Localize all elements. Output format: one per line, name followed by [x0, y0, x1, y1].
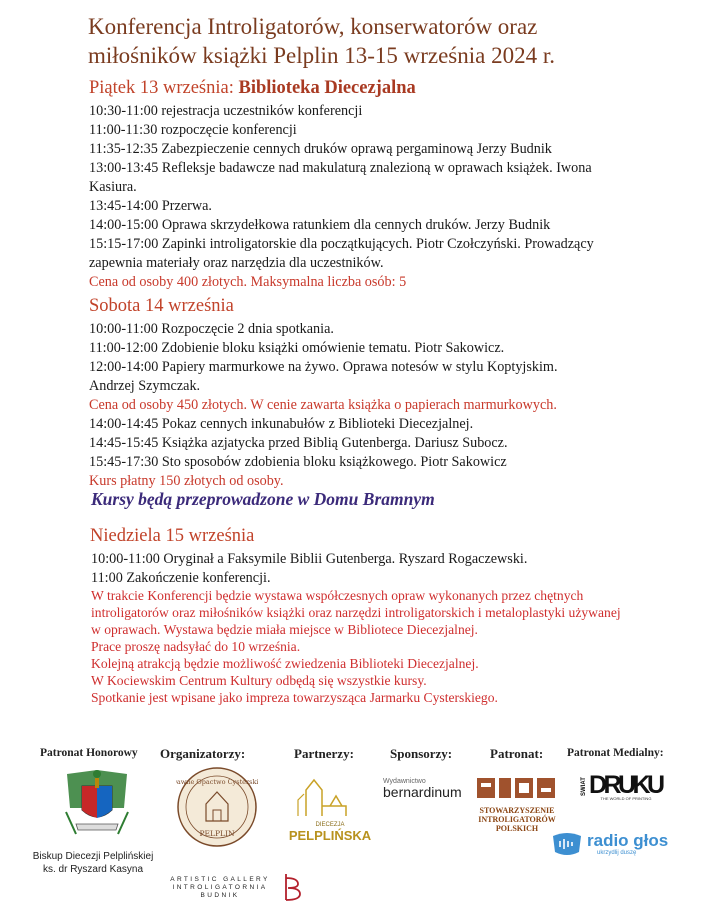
label-media-patronage: Patronat Medialny: — [567, 747, 664, 759]
label-organizers: Organizatorzy: — [160, 746, 246, 761]
saturday-course-price: Kurs płatny 150 złotych od osoby. — [89, 473, 284, 489]
diocese-logo — [286, 776, 374, 850]
bishop-title: Biskup Diecezji Pelplińskiej — [32, 851, 154, 862]
gallery-line-1: ARTISTIC GALLERY — [170, 876, 270, 883]
seal-bottom-text: PELPLIN — [199, 829, 235, 838]
schedule-item: Andrzej Szymczak. — [89, 378, 201, 394]
sunday-schedule — [91, 550, 527, 588]
schedule-item: 10:30-11:00 rejestracja uczestników konferencji — [89, 103, 363, 119]
note-line: w oprawach. Wystawa będzie miała miejsce w Bibliotece Diecezjalnej. — [91, 622, 478, 637]
saturday-price: Cena od osoby 450 złotych. W cenie zawarta książka o papierach marmurkowych. — [89, 397, 557, 413]
abbey-seal-logo — [176, 766, 258, 852]
schedule-item: 12:00-14:00 Papiery marmurkowe na żywo. Oprawa notesów w stylu Koptyjskim. — [89, 359, 558, 375]
saturday-heading: Sobota 14 września — [89, 296, 234, 316]
friday-heading-label: Piątek 13 września: — [89, 78, 239, 98]
courses-location: Kursy będą przeprowadzone w Domu Bramnym — [91, 489, 435, 509]
bishop-caption — [18, 850, 168, 876]
schedule-item: 11:00-12:00 Zdobienie bloku książki omówienie tematu. Piotr Sakowicz. — [89, 340, 505, 356]
sunday-heading: Niedziela 15 września — [90, 526, 255, 546]
bernardinum-small: Wydawnictwo — [383, 778, 426, 785]
diocese-name: PELPLIŃSKA — [288, 828, 372, 843]
note-line: W Kociewskim Centrum Kultury odbędą się wszystkie kursy. — [91, 673, 427, 688]
gallery-b-mark-icon — [282, 872, 302, 906]
gallery-text — [160, 876, 280, 900]
schedule-item: 11:35-12:35 Zabezpieczenie cennych druków oprawą pergaminową Jerzy Budnik — [89, 141, 552, 157]
swiat-druku-prefix: ŚWIAT — [581, 777, 587, 796]
swiat-druku-word: DRUKU — [589, 771, 665, 799]
friday-venue: Biblioteka Diecezjalna — [238, 78, 416, 98]
schedule-item: 14:00-15:00 Oprawa skrzydełkowa ratunkiem dla cennych druków. Jerzy Budnik — [89, 217, 551, 233]
radio-wave-icon — [551, 832, 583, 856]
note-line: Prace proszę nadsyłać do 10 września. — [91, 639, 301, 654]
schedule-item: 10:00-11:00 Rozpoczęcie 2 dnia spotkania. — [89, 321, 334, 337]
radio-glos-sub: ukrzydlij duszę — [597, 850, 637, 856]
gallery-line-3: BUDNIK — [200, 892, 240, 899]
schedule-item: 11:00-11:30 rozpoczęcie konferencji — [89, 122, 297, 138]
bernardinum-name: bernardinum — [383, 784, 462, 800]
friday-schedule — [89, 102, 594, 292]
label-partners: Partnerzy: — [294, 746, 354, 761]
sip-line-3: POLSKICH — [495, 824, 539, 833]
schedule-item: 15:15-17:00 Zapinki introligatorskie dla początkujących. Piotr Czołczyński. Prowadzący — [89, 236, 594, 252]
sip-line-2: INTROLIGATORÓW — [478, 815, 556, 824]
swiat-druku-sub: THE WORLD OF PRINTING — [600, 796, 652, 801]
schedule-item: 10:00-11:00 Oryginał a Faksymile Biblii Gutenberga. Ryszard Rogaczewski. — [91, 551, 528, 567]
sunday-notes — [91, 587, 621, 706]
schedule-item: 13:45-14:00 Przerwa. — [89, 198, 212, 214]
friday-price: Cena od osoby 400 złotych. Maksymalna liczba osób: 5 — [89, 274, 407, 290]
note-line: introligatorów oraz miłośników książki oraz narzędzi introligatorskich i metaloplastyki używanej — [91, 605, 621, 620]
title-line-1: Konferencja Introligatorów, konserwatorów oraz — [88, 14, 538, 39]
seal-text: Dawne Opactwo Cysterskie — [176, 778, 258, 786]
page-title — [88, 12, 688, 70]
schedule-item: zapewnia materiały oraz narzędzia dla uczestników. — [89, 255, 384, 271]
schedule-item: 14:45-15:45 Książka azjatycka przed Biblią Gutenberga. Dariusz Subocz. — [89, 435, 508, 451]
diocese-small-text: DIECEZJA — [315, 822, 345, 828]
label-honorary-patronage: Patronat Honorowy — [40, 747, 138, 759]
note-line: W trakcie Konferencji będzie wystawa współczesnych opraw wykonanych przez chętnych — [91, 588, 584, 603]
title-line-2: miłośników książki Pelplin 13-15 września 2024 r. — [88, 43, 555, 68]
note-line: Spotkanie jest wpisane jako impreza towarzysząca Jarmarku Cysterskiego. — [91, 690, 498, 705]
bishop-name: ks. dr Ryszard Kasyna — [42, 864, 144, 875]
friday-heading — [89, 78, 416, 99]
sip-logo — [475, 774, 559, 833]
schedule-item: 14:00-14:45 Pokaz cennych inkunabułów z Biblioteki Diecezjalnej. — [89, 416, 474, 432]
saturday-schedule — [89, 320, 558, 491]
note-line: Kolejną atrakcją będzie możliwość zwiedzenia Biblioteki Diecezjalnej. — [91, 656, 479, 671]
radio-glos-name: radio głos — [587, 831, 669, 850]
sip-line-1: STOWARZYSZENIE — [479, 806, 555, 815]
radio-glos-logo — [551, 832, 583, 860]
schedule-item: 11:00 Zakończenie konferencji. — [91, 570, 271, 586]
label-patronage: Patronat: — [490, 746, 544, 761]
schedule-item: 15:45-17:30 Sto sposobów zdobienia bloku książkowego. Piotr Sakowicz — [89, 454, 507, 470]
label-sponsors: Sponsorzy: — [390, 746, 453, 761]
swiat-druku-logo — [580, 768, 666, 806]
bishop-coat-of-arms — [62, 768, 132, 844]
artistic-gallery-logo — [160, 876, 280, 900]
gallery-line-2: INTROLIGATORNIA — [172, 884, 268, 891]
radio-glos-text — [587, 832, 668, 856]
schedule-item: Kasiura. — [89, 179, 137, 195]
schedule-item: 13:00-13:45 Refleksje badawcze nad makulaturą znalezioną w oprawach książek. Iwona — [89, 160, 592, 176]
sip-text — [475, 806, 559, 833]
bernardinum-logo — [383, 778, 462, 800]
